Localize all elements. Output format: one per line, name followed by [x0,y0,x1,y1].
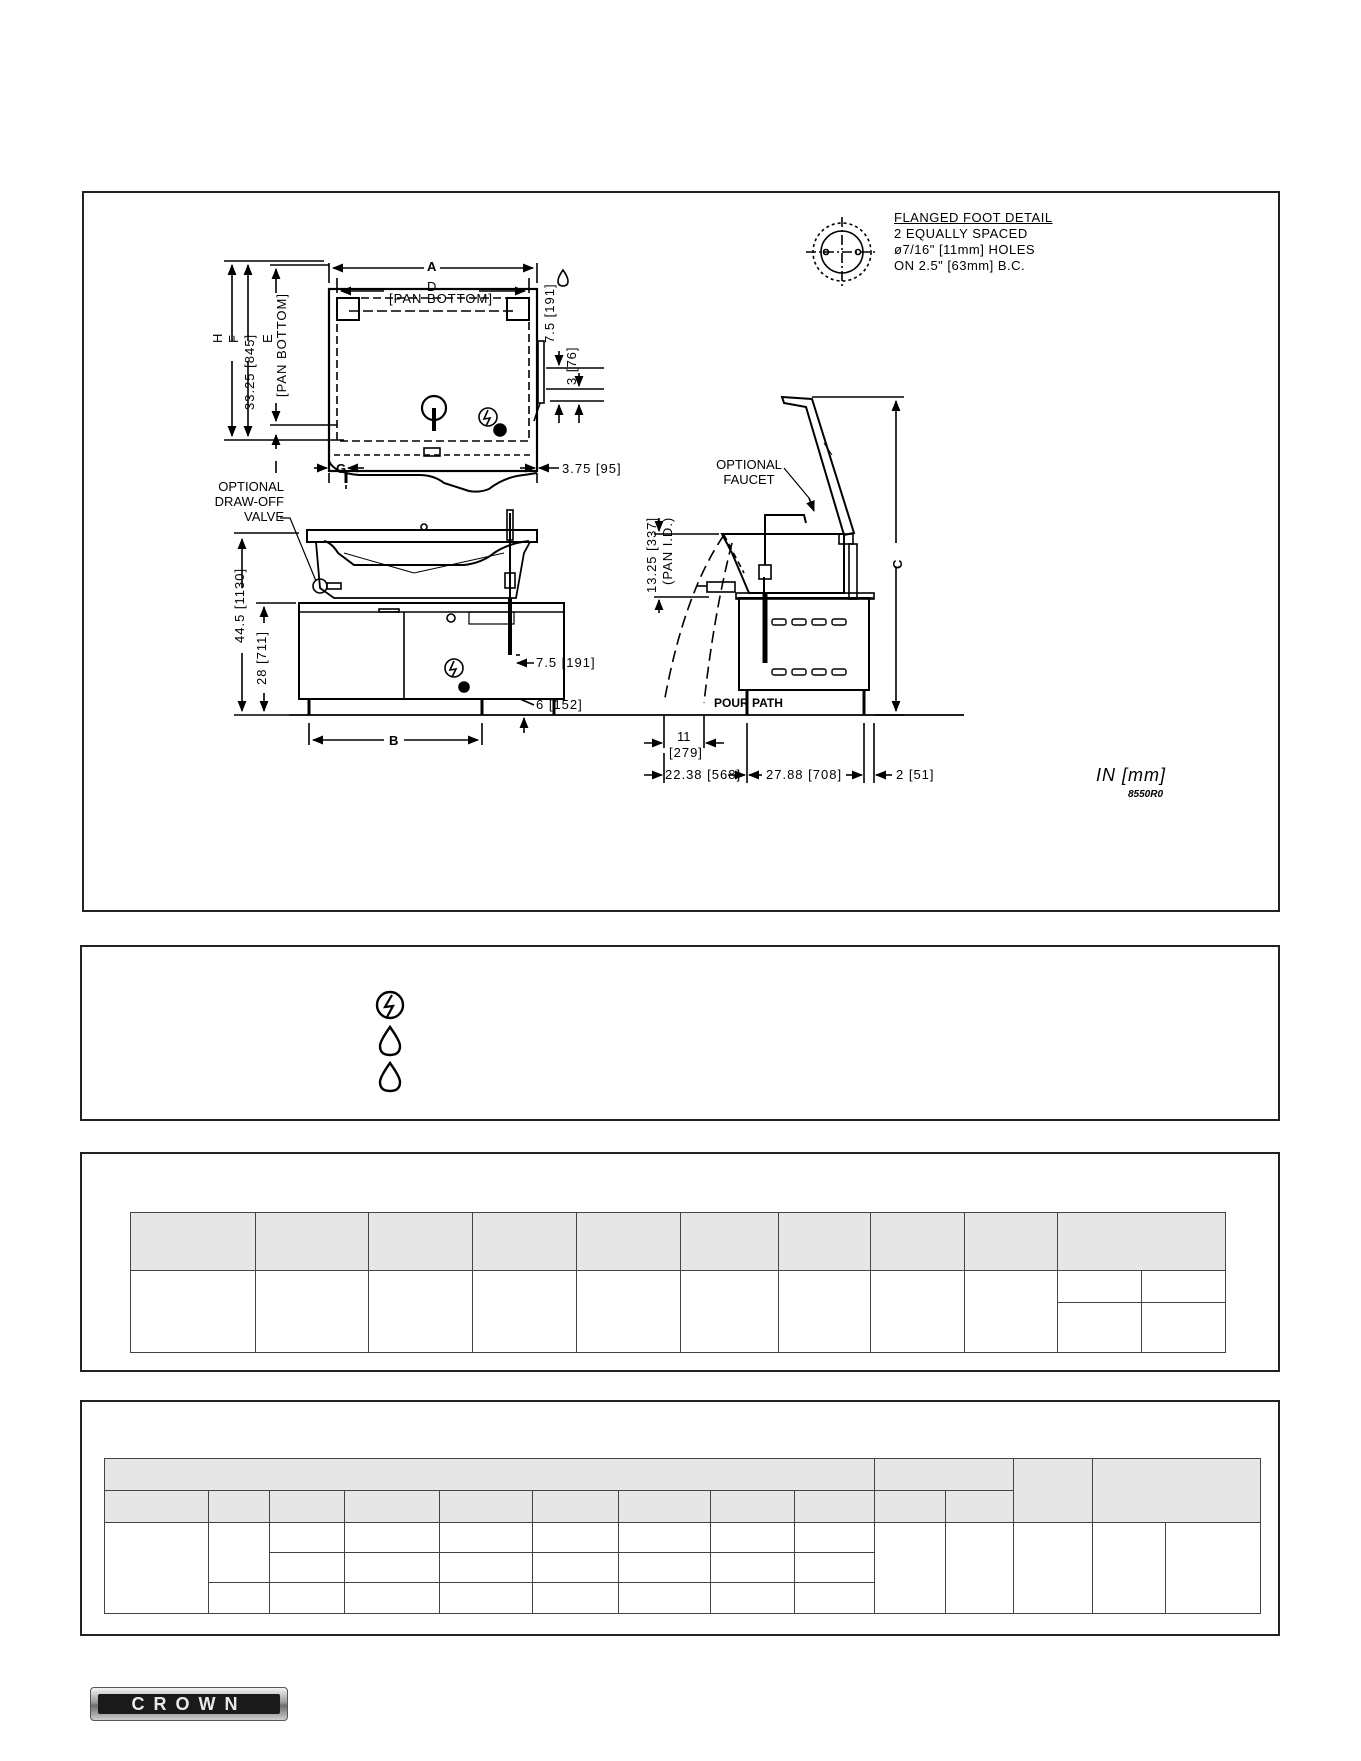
spec-table [130,1212,1226,1353]
dim-27-88-label: 27.88 [708] [766,767,843,782]
dim-a-label: A [427,259,437,274]
dim-22-38-label: 22.38 [568] [665,767,742,782]
dim-d-label: D [427,279,437,294]
spec-panel [80,1152,1280,1372]
utility-icons [372,987,412,1097]
faucet-line-1: OPTIONAL [716,457,782,472]
dim-c-label: C [890,559,905,569]
dim-3-75-label: 3.75 [95] [562,461,622,476]
model-header-row-1 [105,1459,1261,1491]
draw-off-valve-label [204,479,284,524]
dim-b-label: B [389,733,399,748]
flanged-foot-line-3: ON 2.5" [63mm] B.C. [894,258,1026,273]
pan-bottom-side-label: [PAN BOTTOM] [274,293,289,397]
water-drop-icon [380,1063,400,1091]
dim-e-label: E [260,334,275,343]
dim-28-label: 28 [711] [254,630,269,685]
flanged-foot-note [894,210,1053,274]
draw-off-line-2: DRAW-OFF [214,494,284,509]
drawing-panel [82,191,1280,912]
model-panel [80,1400,1280,1636]
units-label: IN [mm] [1096,765,1166,785]
dim-f-label: F [226,335,241,343]
flanged-foot-line-2: ø7/16" [11mm] HOLES [894,242,1036,257]
pour-path-label: POUR PATH [714,696,783,710]
crown-logo [90,1687,288,1721]
table-row [131,1271,1226,1303]
dim-6-label: 6 [152] [536,697,583,712]
dim-3-label: 3 [76] [564,346,579,385]
faucet-label [714,457,784,487]
model-table [104,1458,1261,1614]
flanged-foot-line-1: 2 EQUALLY SPACED [894,226,1028,241]
dim-2-label: 2 [51] [896,767,935,782]
drawing-number: 8550R0 [1128,789,1164,800]
draw-off-line-3: VALVE [244,509,284,524]
dim-7-5-top-label: 7.5 [191] [542,283,557,343]
faucet-line-2: FAUCET [723,472,775,487]
electric-icon [377,992,403,1018]
dim-11-label: 11 [677,729,691,744]
dim-279-label: [279] [669,745,703,760]
dim-h-label: H [210,333,225,343]
dim-13-25-label: 13.25 [337] [644,516,659,593]
pan-id-label: (PAN I.D.) [660,516,675,585]
dim-g-label: G [336,461,347,476]
logo-text: CROWN [98,1694,280,1714]
pan-bottom-top-label: [PAN BOTTOM] [389,291,493,306]
water-drop-icon [380,1027,400,1055]
flanged-foot-title: FLANGED FOOT DETAIL [894,210,1053,225]
spec-header-row [131,1213,1226,1271]
utility-panel [80,945,1280,1121]
dim-7-5-front-label: 7.5 [191] [536,655,596,670]
table-row [105,1523,1261,1553]
draw-off-line-1: OPTIONAL [218,479,284,494]
dim-44-5-label: 44.5 [1130] [232,567,247,643]
dim-depth-label: 33.25 [845] [242,333,257,410]
